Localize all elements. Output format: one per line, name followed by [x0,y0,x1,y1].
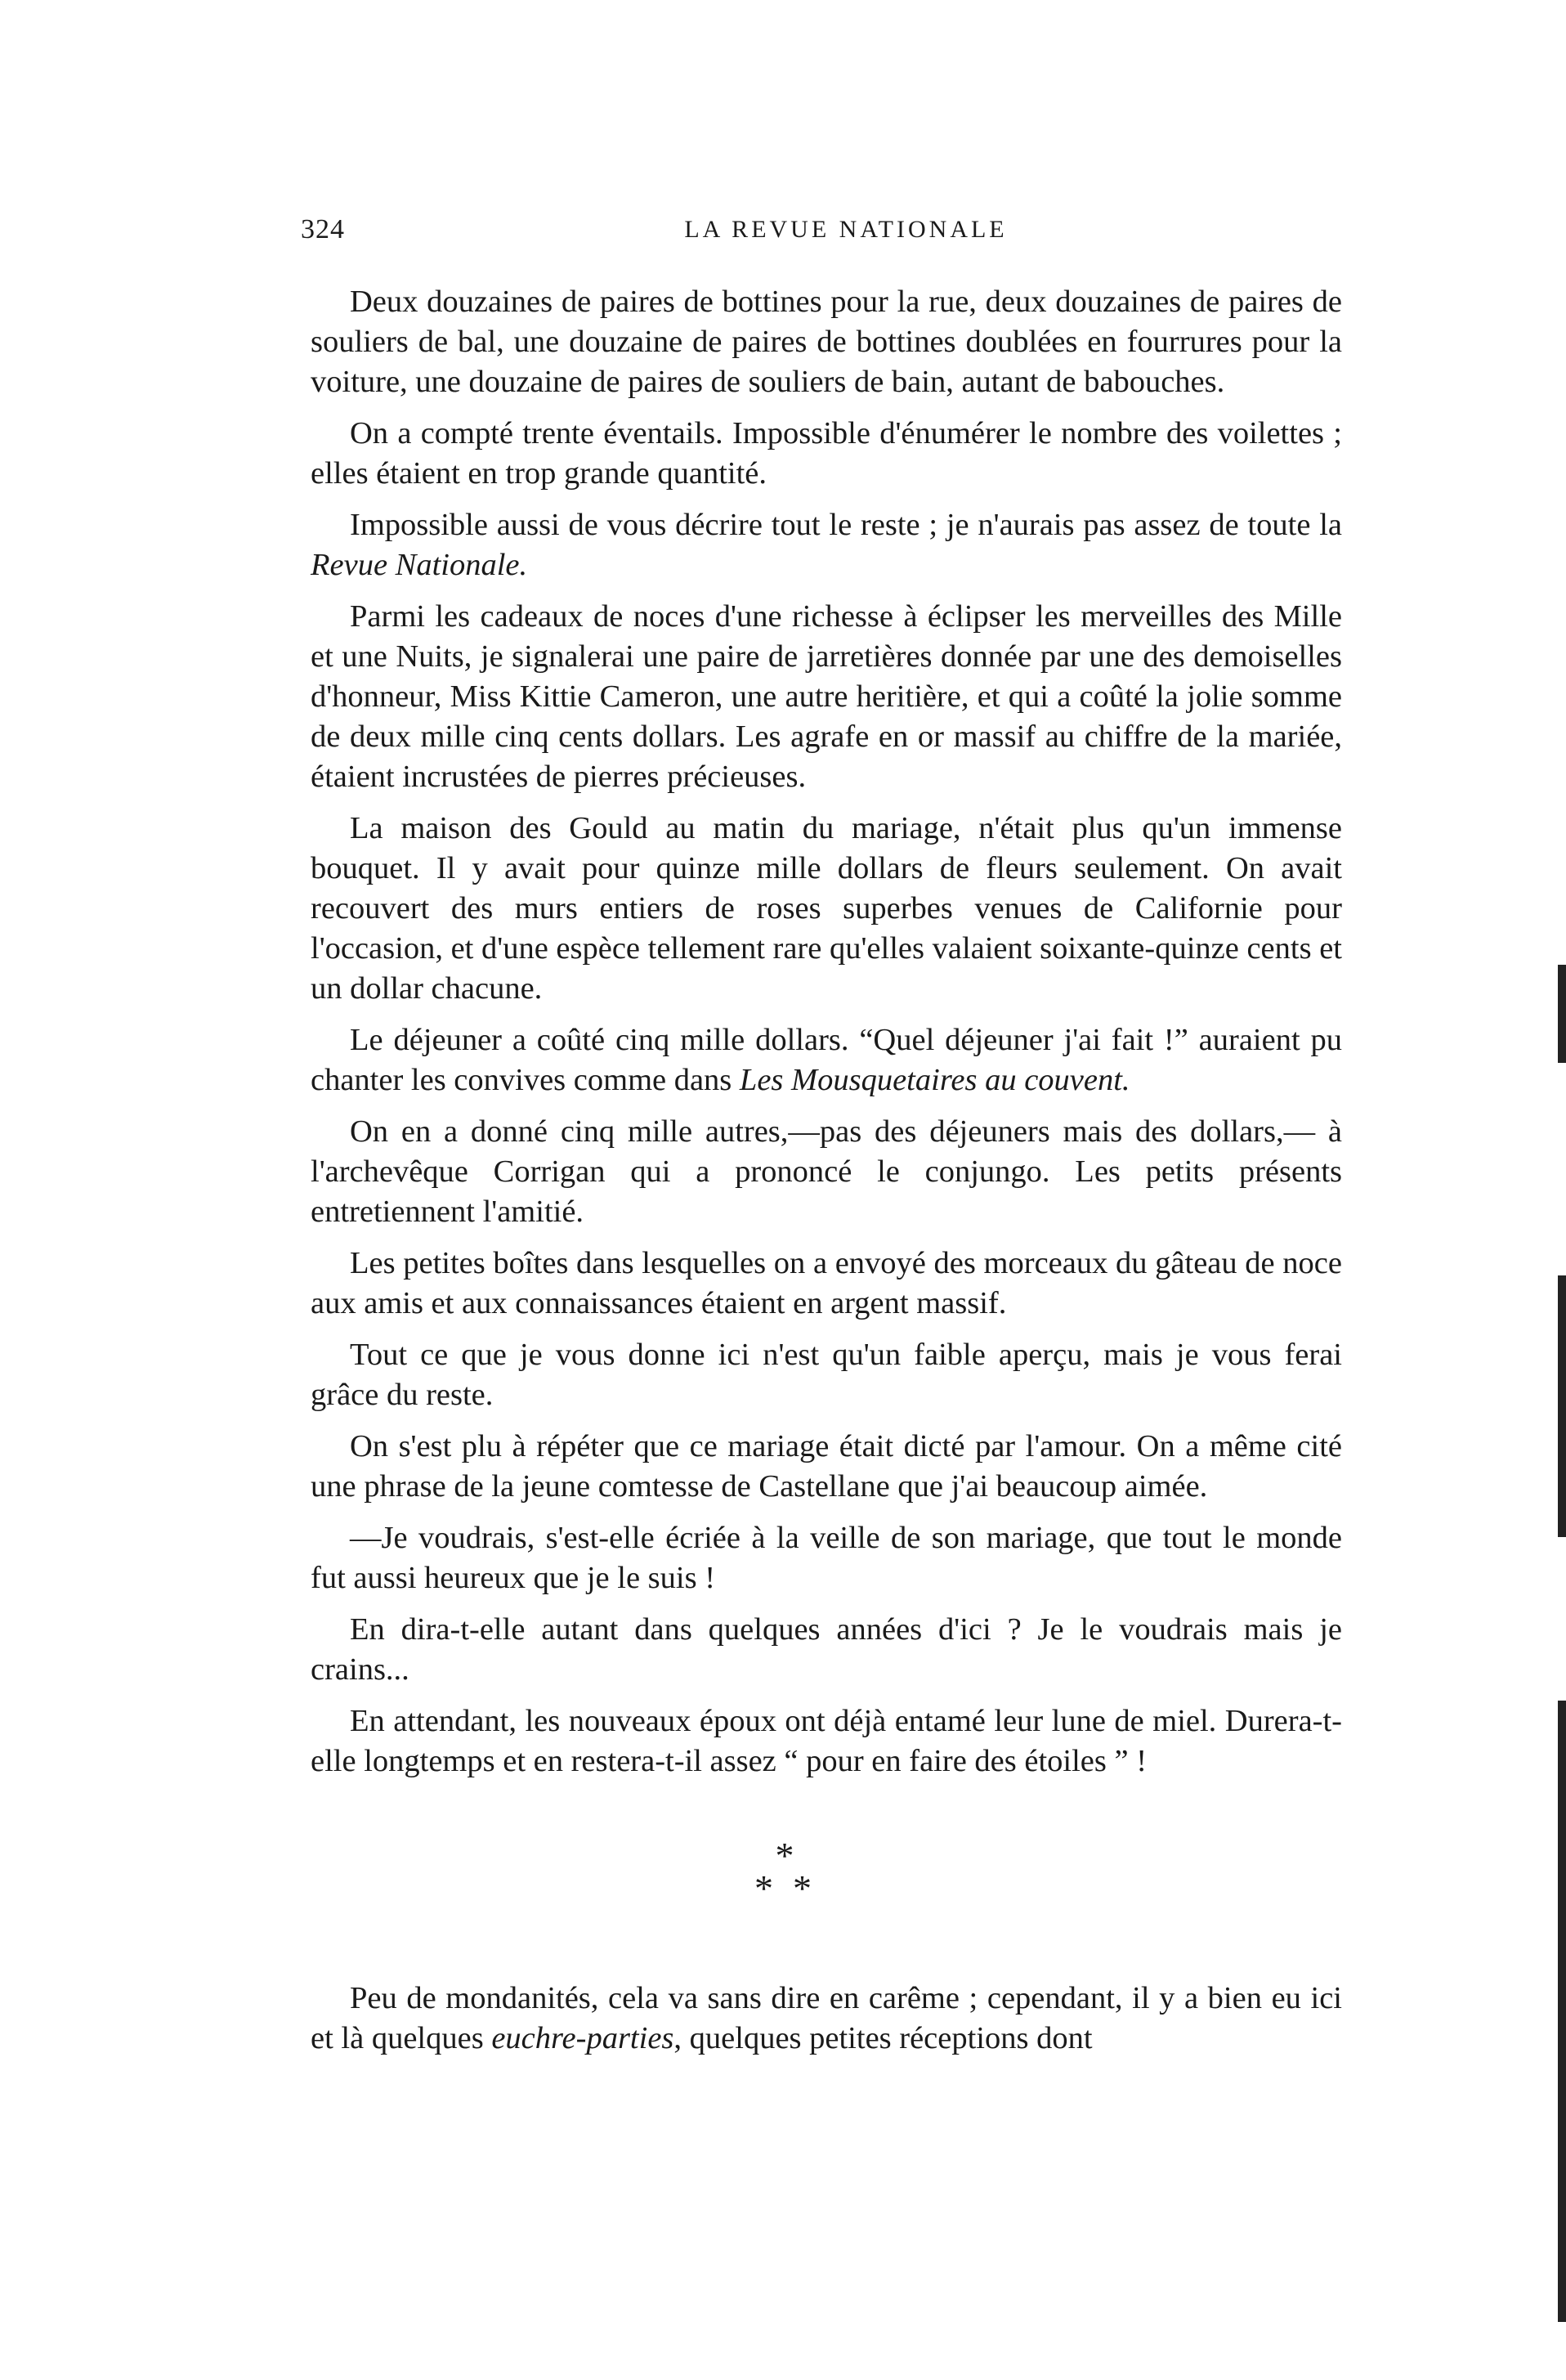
paragraph: La maison des Gould au matin du mariage, n'était plus qu'un immense bouquet. Il y avait pour quinze mille dollars de fleurs seulement. On avait recouvert des murs entiers de roses superbes venues de Californie pour l'occasion, et d'une espèce tellement rare qu'elles valaient soixante-quinze cents et un dollar chacune. [311,811,1342,1006]
paragraph [311,1020,1342,1100]
paragraph: Les petites boîtes dans lesquelles on a envoyé des morceaux du gâteau de noce aux amis et aux connaissances étaient en argent massif. [311,1246,1342,1320]
paragraph: On en a donné cinq mille autres,—pas des déjeuners mais des dollars,— à l'archevêque Corrigan qui a prononcé le conjungo. Les petits présents entretiennent l'amitié. [311,1114,1342,1229]
page-edge-mark [1558,1701,1566,2322]
italic-title: Les Mousquetaires au couvent. [739,1063,1130,1097]
paragraph [311,1979,1342,2059]
paragraph: —Je voudrais, s'est-elle écriée à la veille de son mariage, que tout le monde fut aussi heureux que je le suis ! [311,1521,1342,1595]
running-head: LA REVUE NATIONALE [684,216,1008,243]
paragraph: Tout ce que je vous donne ici n'est qu'un faible aperçu, mais je vous ferai grâce du reste. [311,1338,1342,1412]
paragraph: En dira-t-elle autant dans quelques années d'ici ? Je le voudrais mais je crains... [311,1612,1342,1687]
asterisk-top: * [775,1835,794,1876]
paragraph-text: , quelques petites réceptions dont [673,2021,1093,2055]
paragraph [311,505,1342,585]
paragraph: Deux douzaines de paires de bottines pour la rue, deux douzaines de paires de souliers de bal, une douzaine de paires de bottines doublées en fourrures pour la voiture, une douzaine de paires de souliers de bain, autant de babouches. [311,285,1342,399]
paragraph-text: Impossible aussi de vous décrire tout le reste ; je n'aurais pas assez de toute la [350,508,1342,542]
paragraph: En attendant, les nouveaux époux ont déjà entamé leur lune de miel. Durera-t-elle longtemps et en restera-t-il assez “ pour en faire des étoiles ” ! [311,1704,1342,1778]
main-text [311,282,1342,1793]
paragraph-text: Peu de mondanités, cela va sans dire en carême ; cependant, il y a bien eu ici et là quelques [311,1981,1342,2055]
italic-title: Revue Nationale. [311,548,528,582]
asterisk-bottom: ** [754,1867,831,1909]
section-separator [0,1835,1566,1909]
italic-term: euchre-parties [491,2021,674,2055]
paragraph: Parmi les cadeaux de noces d'une richesse à éclipser les merveilles des Mille et une Nuits, je signalerai une paire de jarretières donnée par une des demoiselles d'honneur, Miss Kittie Cameron, une autre heritière, et qui a coûté la jolie somme de deux mille cinq cents dollars. Les agrafe en or massif au chiffre de la mariée, étaient incrustées de pierres précieuses. [311,599,1342,794]
paragraph: On s'est plu à répéter que ce mariage était dicté par l'amour. On a même cité une phrase de la jeune comtesse de Castellane que j'ai beaucoup aimée. [311,1429,1342,1504]
page-edge-mark [1558,1275,1566,1537]
continued-text [311,1979,1342,2059]
paragraph-text: Le déjeuner a coûté cinq mille dollars. “Quel déjeuner j'ai fait !” auraient pu chanter les convives comme dans [311,1023,1342,1097]
paragraph: On a compté trente éventails. Impossible d'énumérer le nombre des voilettes ; elles étaient en trop grande quantité. [311,416,1342,491]
page-number: 324 [301,214,345,244]
page-edge-mark [1558,965,1566,1063]
page-header [301,214,1342,255]
